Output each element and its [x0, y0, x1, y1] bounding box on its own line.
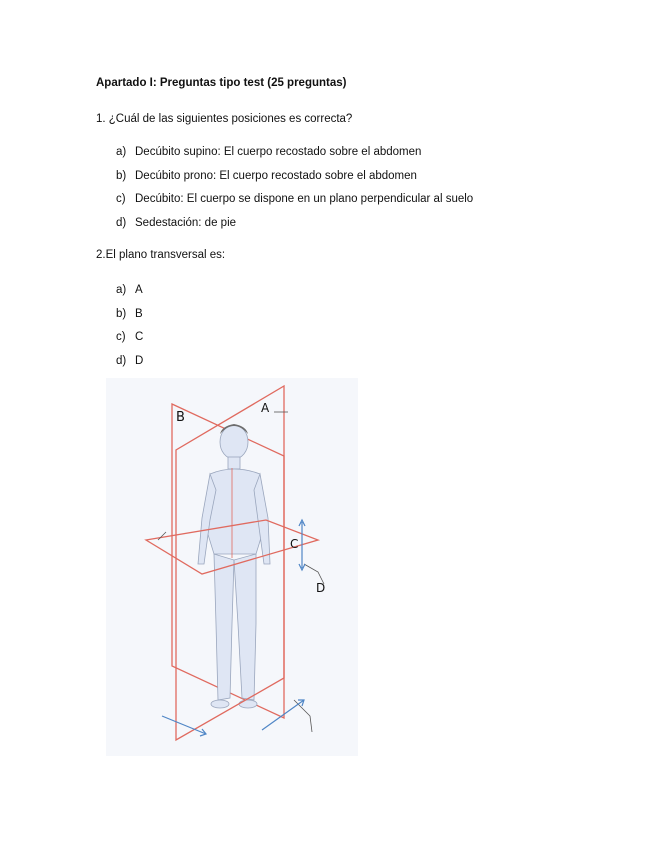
option-2a[interactable]: [116, 284, 143, 308]
option-letter: c): [116, 331, 126, 343]
option-2c[interactable]: [116, 331, 143, 355]
option-letter: c): [116, 193, 126, 205]
figure-right-foot: [211, 700, 229, 708]
option-text: Decúbito supino: El cuerpo recostado sobre el abdomen: [135, 146, 422, 158]
section-heading: Apartado I: Preguntas tipo test (25 preguntas): [96, 77, 347, 89]
option-text: Sedestación: de pie: [135, 216, 237, 229]
figure-neck: [228, 457, 240, 469]
option-text: Decúbito: El cuerpo se dispone en un plano perpendicular al suelo: [135, 193, 474, 205]
option-2b[interactable]: [116, 308, 143, 332]
question-2-options: [116, 284, 143, 378]
question-1-options: [116, 146, 473, 240]
option-text: Decúbito prono: El cuerpo recostado sobre el abdomen: [135, 169, 417, 182]
option-letter: d): [116, 216, 127, 229]
option-letter: a): [116, 284, 127, 296]
option-letter: b): [116, 307, 127, 320]
figure-left-foot: [239, 700, 257, 708]
question-1-text: 1. ¿Cuál de las siguientes posiciones es correcta?: [96, 113, 353, 125]
option-1b[interactable]: [116, 170, 473, 194]
option-letter: b): [116, 169, 127, 182]
option-1d[interactable]: [116, 217, 473, 241]
option-1c[interactable]: [116, 193, 473, 217]
option-1a[interactable]: [116, 146, 473, 170]
option-2d[interactable]: [116, 355, 143, 379]
option-text: D: [135, 354, 144, 367]
figure-head: [220, 425, 248, 459]
option-text: C: [135, 331, 144, 343]
label-a: A: [261, 401, 270, 415]
question-2-text: 2.El plano transversal es:: [96, 249, 226, 261]
label-d: D: [316, 581, 326, 595]
label-c: C: [290, 537, 299, 551]
anatomical-planes-figure: [106, 378, 358, 756]
label-b: B: [176, 410, 185, 425]
option-letter: d): [116, 354, 127, 367]
figure-torso: [206, 469, 264, 554]
option-text: B: [135, 307, 143, 320]
option-text: A: [135, 284, 143, 296]
option-letter: a): [116, 146, 127, 158]
